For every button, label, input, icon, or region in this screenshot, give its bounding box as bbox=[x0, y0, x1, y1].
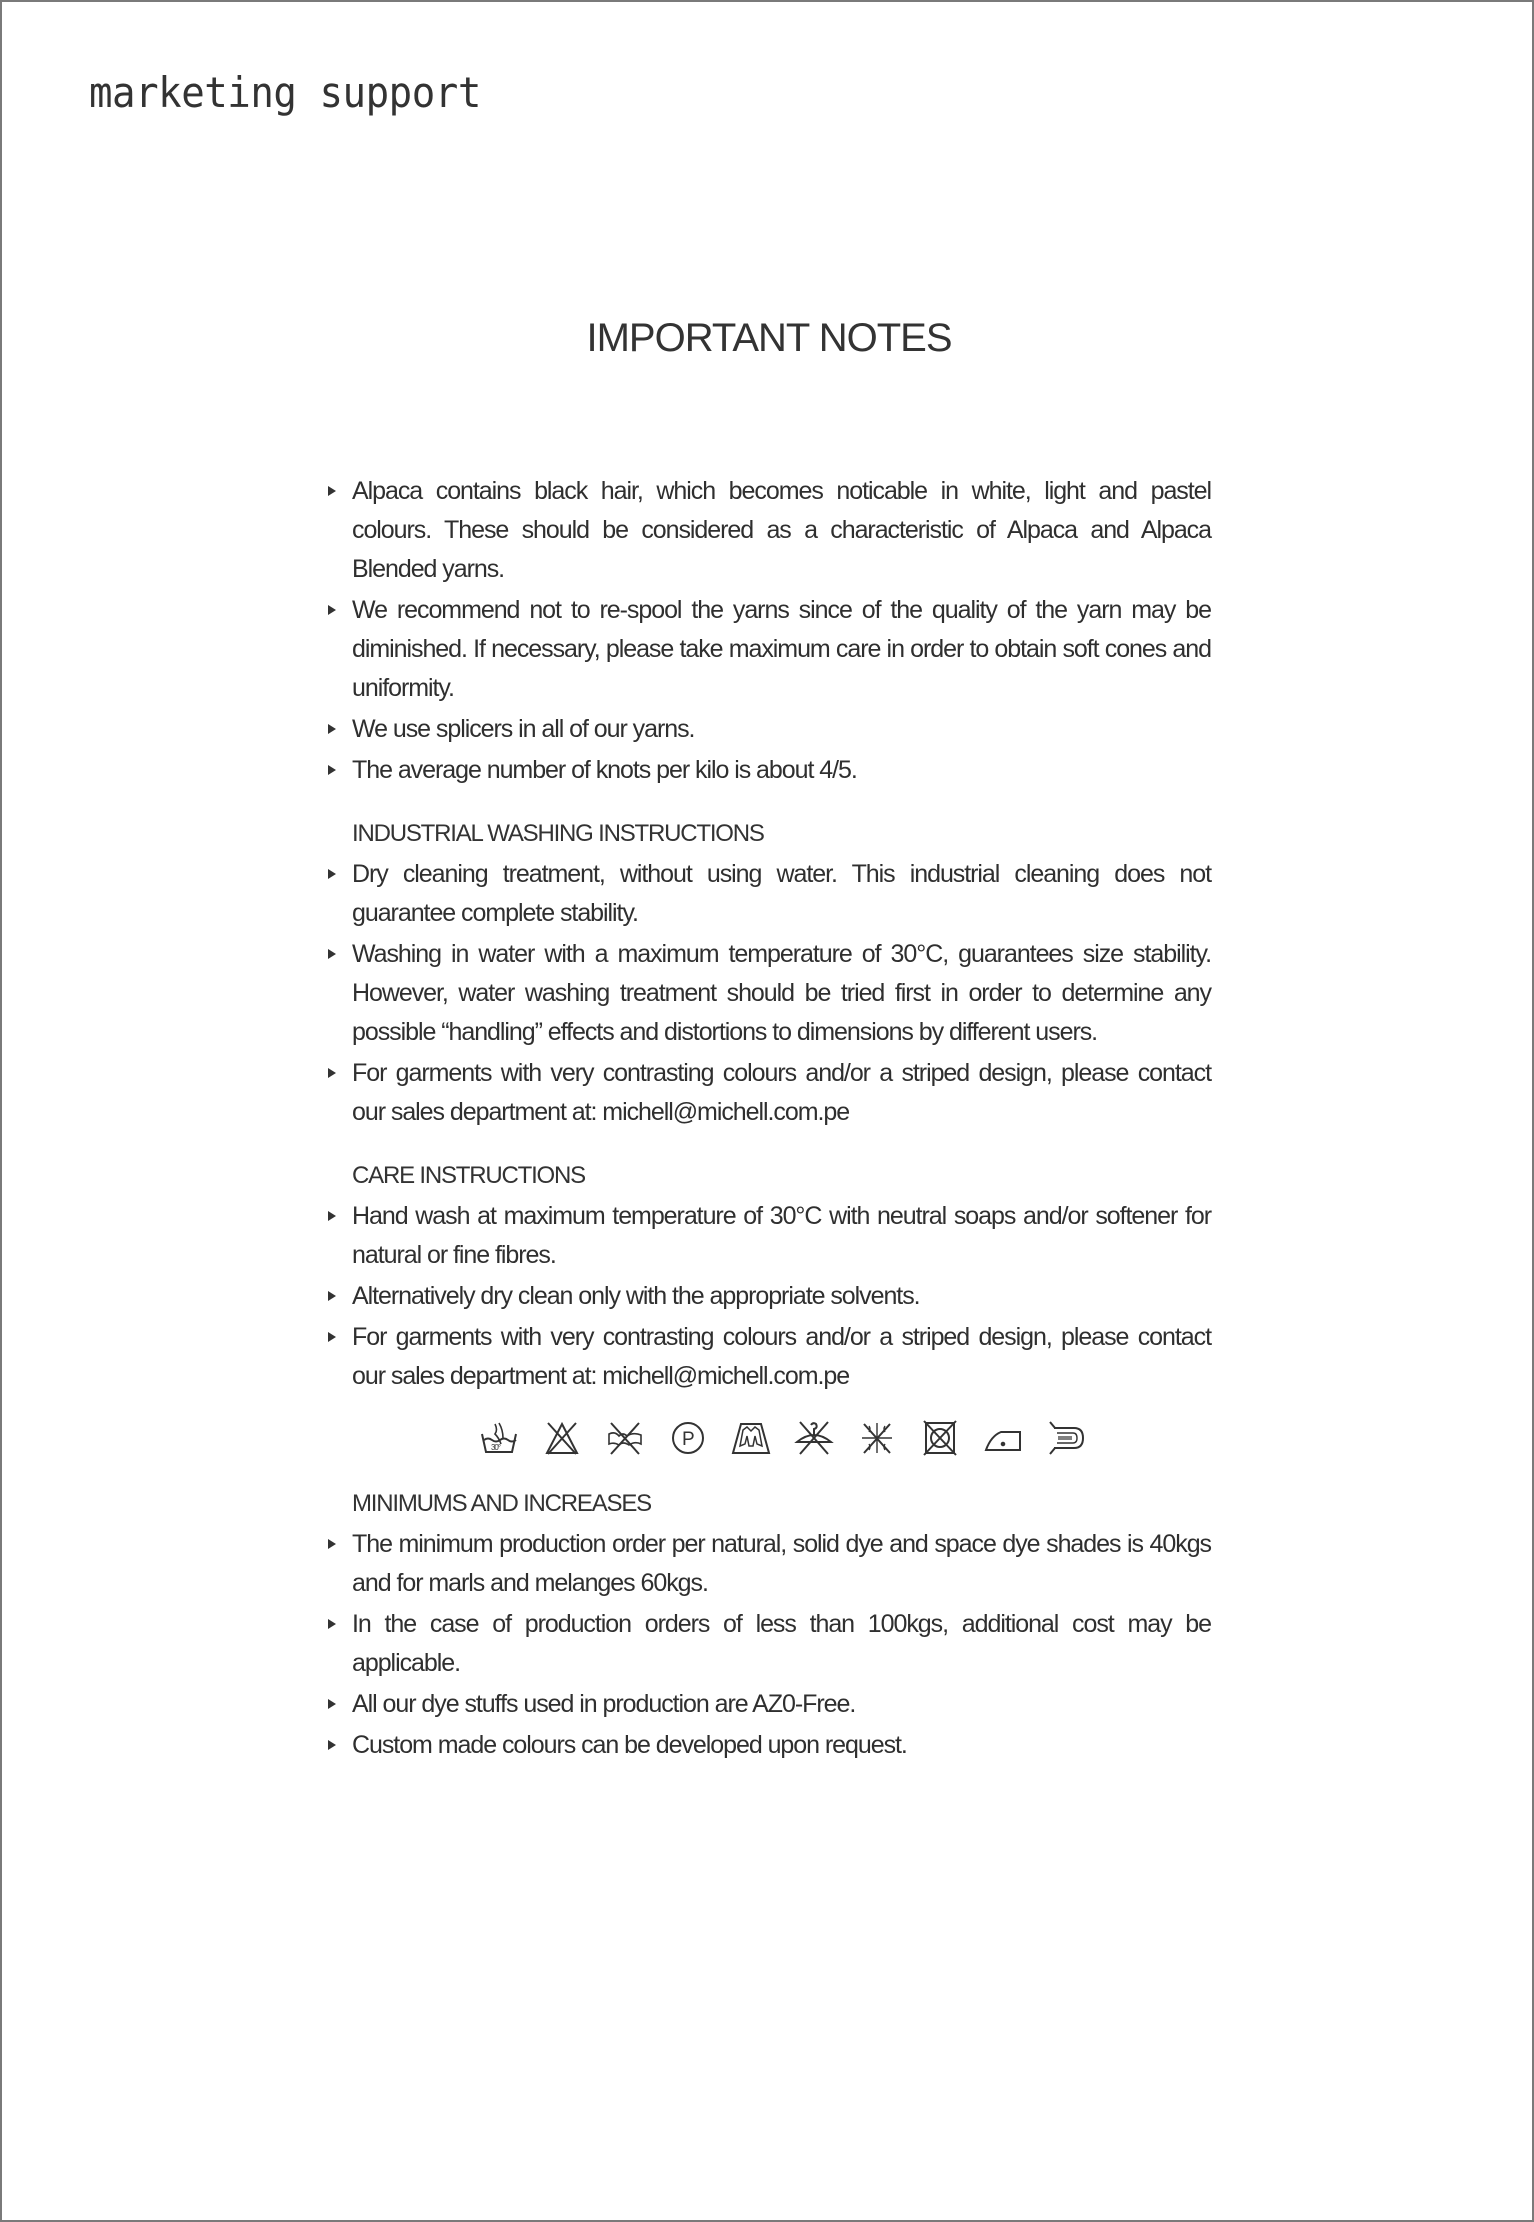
bullet-icon bbox=[328, 486, 336, 496]
industrial-washing-list bbox=[352, 855, 1211, 1132]
list-item bbox=[352, 855, 1211, 933]
list-item bbox=[352, 1277, 1211, 1316]
list-item-text: For garments with very contrasting colours and/or a striped design, please contact our sales department at: michell@michell.com.pe bbox=[352, 1323, 1211, 1390]
list-item-text: The average number of knots per kilo is about 4/5. bbox=[352, 756, 857, 784]
list-item-text: Hand wash at maximum temperature of 30°C with neutral soaps and/or softener for natural or fine fibres. bbox=[352, 1202, 1211, 1269]
bullet-icon bbox=[328, 949, 336, 959]
do-not-wring-icon bbox=[593, 1418, 656, 1458]
dry-flat-icon bbox=[719, 1418, 782, 1458]
list-item bbox=[352, 1726, 1211, 1765]
list-item-text: Washing in water with a maximum temperature of 30°C, guarantees size stability. However, water washing treatment should be tried first in order to determine any possible “handling” effects and distortions to dimensions by different users. bbox=[352, 940, 1211, 1046]
list-item bbox=[352, 1054, 1211, 1132]
do-not-steam-icon bbox=[845, 1418, 908, 1458]
minimums-list bbox=[352, 1525, 1211, 1765]
bullet-icon bbox=[328, 605, 336, 615]
iron-low-icon bbox=[971, 1418, 1034, 1458]
bullet-icon bbox=[328, 765, 336, 775]
list-item-text: We use splicers in all of our yarns. bbox=[352, 715, 695, 743]
list-item-text: Alpaca contains black hair, which becomes noticable in white, light and pastel colours. These should be considered as a characteristic of Alpaca and Alpaca Blended yarns. bbox=[352, 477, 1211, 583]
list-item bbox=[352, 1605, 1211, 1683]
care-symbols-row bbox=[234, 1418, 1330, 1458]
bullet-icon bbox=[328, 1699, 336, 1709]
section-heading-minimums: MINIMUMS AND INCREASES bbox=[352, 1490, 651, 1517]
section-heading-industrial-washing: INDUSTRIAL WASHING INSTRUCTIONS bbox=[352, 820, 764, 847]
svg-text:30°: 30° bbox=[490, 1443, 500, 1452]
list-item-text: The minimum production order per natural, solid dye and space dye shades is 40kgs and for marls and melanges 60kgs. bbox=[352, 1530, 1211, 1597]
list-item bbox=[352, 710, 1211, 749]
list-item bbox=[352, 591, 1211, 708]
list-item bbox=[352, 1525, 1211, 1603]
list-item-text: We recommend not to re-spool the yarns since of the quality of the yarn may be diminished. If necessary, please take maximum care in order to obtain soft cones and uniformity. bbox=[352, 596, 1211, 702]
bullet-icon bbox=[328, 724, 336, 734]
list-item bbox=[352, 472, 1211, 589]
bullet-icon bbox=[328, 1332, 336, 1342]
bullet-icon bbox=[328, 1619, 336, 1629]
list-item-text: Alternatively dry clean only with the appropriate solvents. bbox=[352, 1282, 920, 1310]
list-item-text: For garments with very contrasting colours and/or a striped design, please contact our sales department at: michell@michell.com.pe bbox=[352, 1059, 1211, 1126]
bullet-icon bbox=[328, 1539, 336, 1549]
list-item-text: Dry cleaning treatment, without using water. This industrial cleaning does not guarantee complete stability. bbox=[352, 860, 1211, 927]
list-item bbox=[352, 1318, 1211, 1396]
list-item-text: All our dye stuffs used in production are AZ0-Free. bbox=[352, 1690, 856, 1718]
list-item bbox=[352, 1197, 1211, 1275]
section-heading-care-instructions: CARE INSTRUCTIONS bbox=[352, 1162, 585, 1189]
bullet-icon bbox=[328, 869, 336, 879]
list-item bbox=[352, 935, 1211, 1052]
notes-content bbox=[352, 472, 1211, 1767]
general-notes-list bbox=[352, 472, 1211, 790]
hand-wash-30-icon bbox=[467, 1418, 530, 1458]
do-not-bleach-icon bbox=[530, 1418, 593, 1458]
list-item-text: Custom made colours can be developed upon request. bbox=[352, 1731, 907, 1759]
care-instructions-list bbox=[352, 1197, 1211, 1396]
brand-header: marketing support bbox=[89, 68, 481, 117]
bullet-icon bbox=[328, 1291, 336, 1301]
do-not-tumble-dry-icon bbox=[908, 1418, 971, 1458]
page-title: IMPORTANT NOTES bbox=[586, 316, 952, 360]
svg-text:P: P bbox=[681, 1429, 694, 1450]
dry-clean-p-icon bbox=[656, 1418, 719, 1458]
bullet-icon bbox=[328, 1740, 336, 1750]
do-not-hang-dry-icon bbox=[782, 1418, 845, 1458]
bullet-icon bbox=[328, 1211, 336, 1221]
do-not-machine-dry-clean-icon bbox=[1034, 1418, 1097, 1458]
list-item-text: In the case of production orders of less than 100kgs, additional cost may be applicable. bbox=[352, 1610, 1211, 1677]
list-item bbox=[352, 1685, 1211, 1724]
bullet-icon bbox=[328, 1068, 336, 1078]
list-item bbox=[352, 751, 1211, 790]
